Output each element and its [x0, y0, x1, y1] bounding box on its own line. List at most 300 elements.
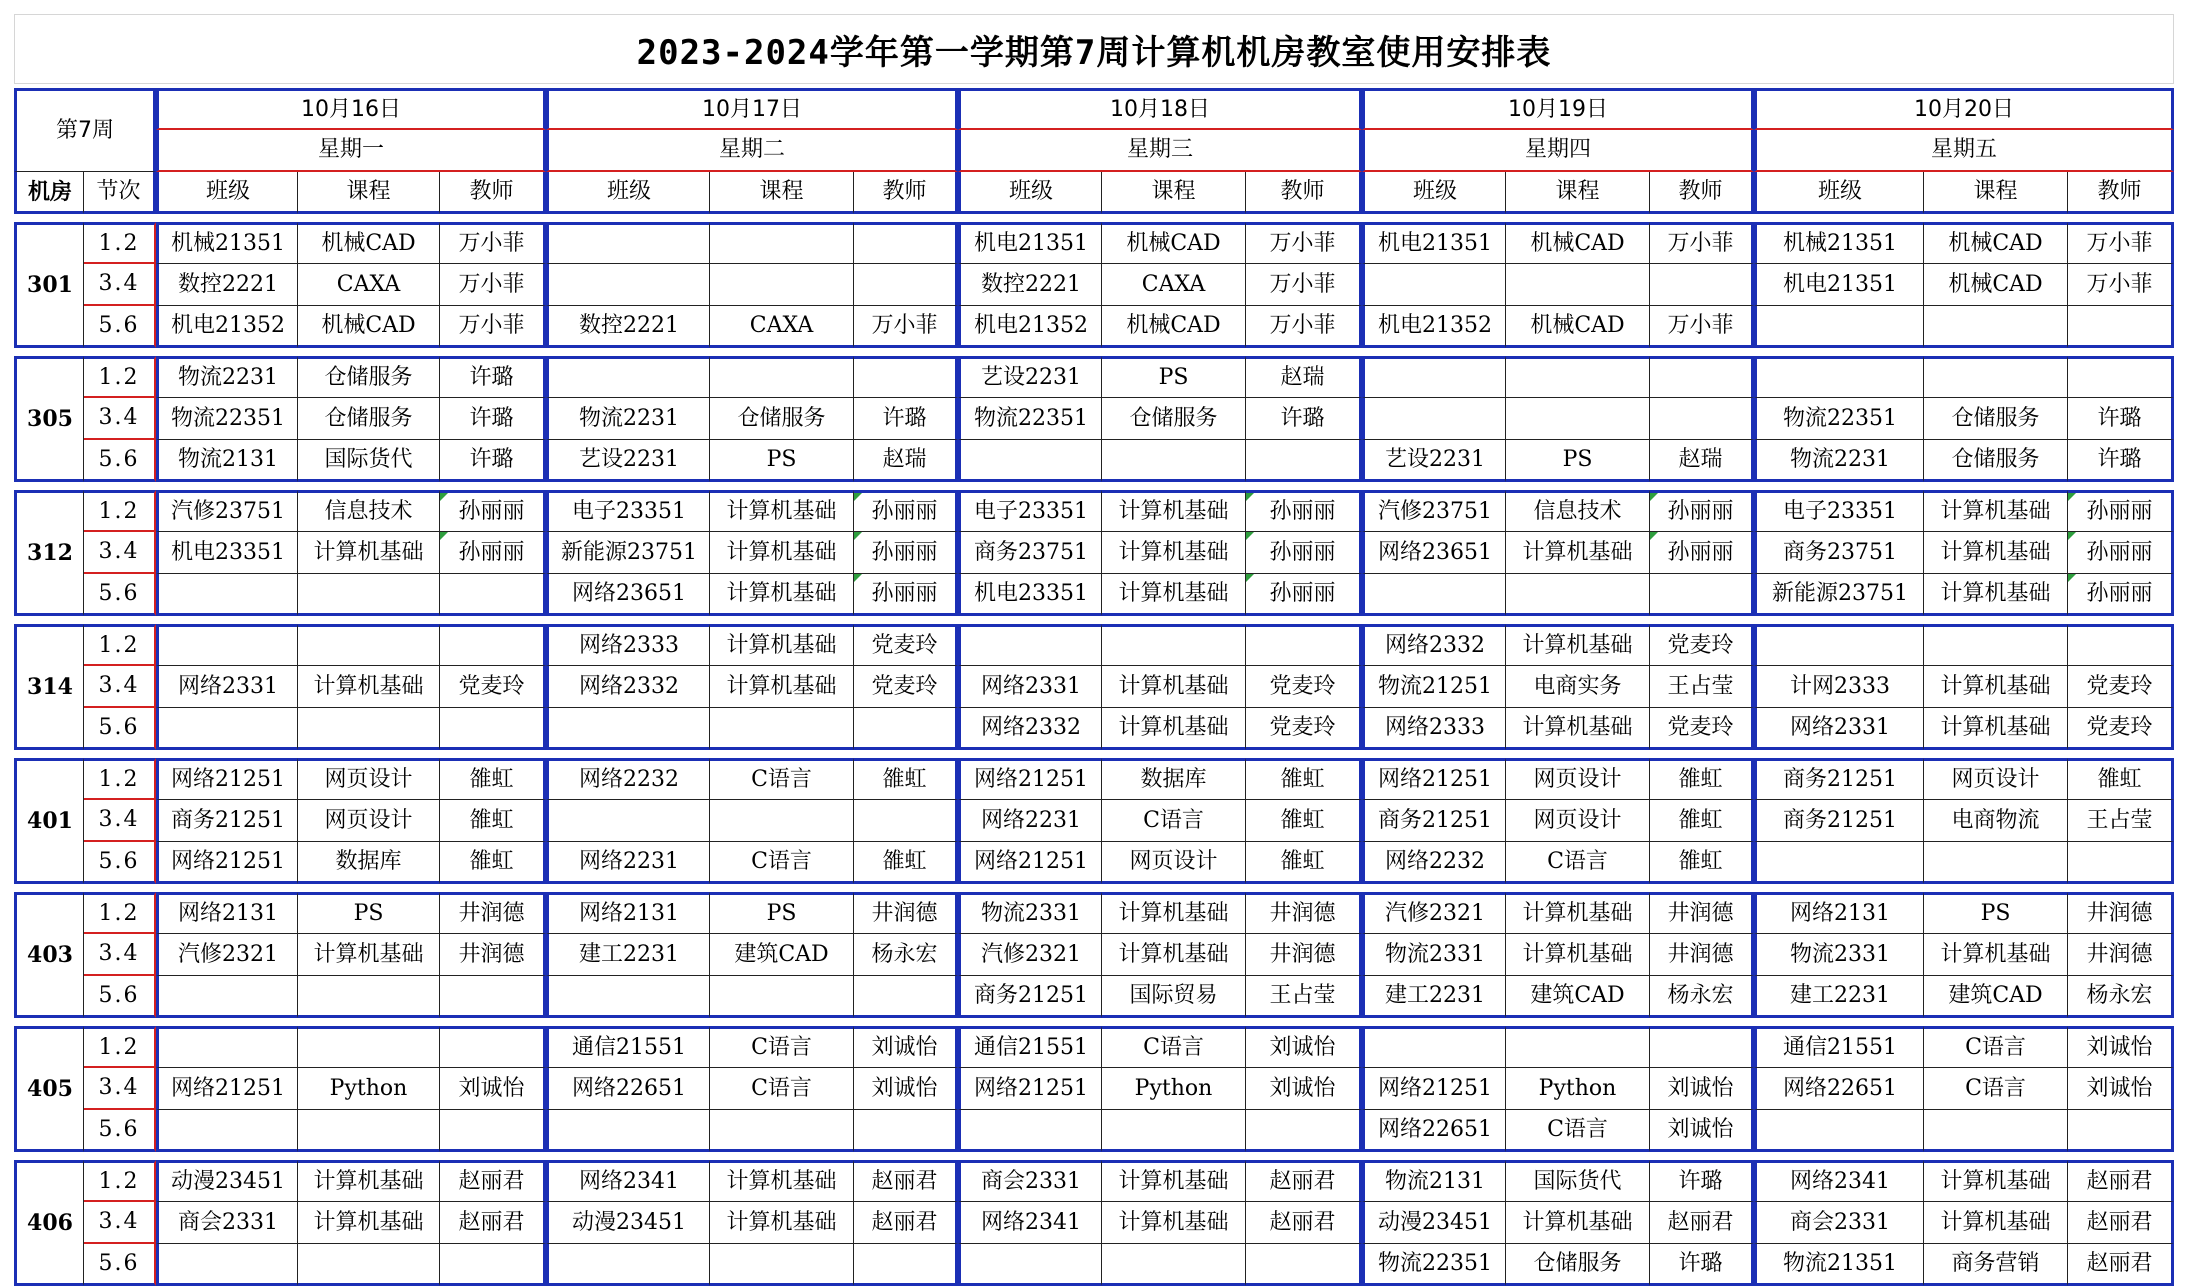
day-weekday: 星期一: [156, 130, 546, 172]
period-label: 1.2: [84, 356, 156, 398]
class-cell: 网络2231: [546, 842, 710, 884]
class-cell: [156, 624, 298, 666]
class-cell: [958, 624, 1102, 666]
course-cell: 计算机基础: [298, 532, 440, 574]
course-cell: [710, 1244, 854, 1286]
page-title: 2023-2024学年第一学期第7周计算机机房教室使用安排表: [14, 14, 2174, 84]
course-cell: 计算机基础: [1102, 490, 1246, 532]
course-cell: C语言: [1506, 1110, 1650, 1152]
course-cell: 计算机基础: [1102, 1202, 1246, 1244]
class-cell: 网络21251: [958, 1068, 1102, 1110]
class-cell: 网络2331: [1754, 708, 1924, 750]
column-header-teacher: 教师: [440, 172, 546, 214]
table-row: [14, 1244, 2174, 1286]
table-row: [14, 574, 2174, 616]
course-cell: [1506, 264, 1650, 306]
course-cell: CAXA: [1102, 264, 1246, 306]
course-cell: 计算机基础: [1506, 1202, 1650, 1244]
class-cell: 建工2231: [546, 934, 710, 976]
class-cell: 网络21251: [156, 842, 298, 884]
class-cell: 网络2232: [1362, 842, 1506, 884]
class-cell: 数控2221: [156, 264, 298, 306]
teacher-cell: [2068, 842, 2174, 884]
class-cell: 网络2333: [1362, 708, 1506, 750]
teacher-cell: 孙丽丽: [1246, 490, 1362, 532]
course-cell: [1506, 356, 1650, 398]
room-spacer: [14, 750, 2174, 758]
teacher-cell: 党麦玲: [854, 624, 958, 666]
course-cell: [298, 574, 440, 616]
class-cell: 网络21251: [1362, 1068, 1506, 1110]
course-cell: PS: [710, 892, 854, 934]
day-date: 10月19日: [1362, 88, 1754, 130]
teacher-cell: 万小菲: [440, 222, 546, 264]
course-cell: [298, 976, 440, 1018]
class-cell: 网络21251: [958, 758, 1102, 800]
class-cell: [546, 976, 710, 1018]
teacher-cell: 孙丽丽: [2068, 574, 2174, 616]
room-spacer: [14, 348, 2174, 356]
class-cell: 网络2231: [958, 800, 1102, 842]
day-weekday: 星期五: [1754, 130, 2174, 172]
course-cell: C语言: [710, 758, 854, 800]
teacher-cell: [1246, 1110, 1362, 1152]
day-date: 10月16日: [156, 88, 546, 130]
class-cell: [1362, 574, 1506, 616]
room-spacer: [14, 1018, 2174, 1026]
teacher-cell: 党麦玲: [1246, 666, 1362, 708]
course-cell: 计算机基础: [1506, 892, 1650, 934]
teacher-cell: 王占莹: [1650, 666, 1754, 708]
column-header-class: 班级: [958, 172, 1102, 214]
column-header-teacher: 教师: [854, 172, 958, 214]
teacher-cell: 许璐: [2068, 440, 2174, 482]
course-cell: [298, 1244, 440, 1286]
course-cell: 机械CAD: [298, 306, 440, 348]
course-cell: [710, 976, 854, 1018]
class-cell: [156, 1026, 298, 1068]
teacher-cell: [1650, 264, 1754, 306]
course-cell: C语言: [1102, 800, 1246, 842]
period-label: 3.4: [84, 264, 156, 306]
course-cell: 网页设计: [1506, 800, 1650, 842]
course-cell: 网页设计: [298, 800, 440, 842]
teacher-cell: 赵丽君: [440, 1160, 546, 1202]
class-cell: 艺设2231: [1362, 440, 1506, 482]
table-row: [14, 356, 2174, 398]
teacher-cell: 雒虹: [1246, 842, 1362, 884]
course-cell: 国际货代: [1506, 1160, 1650, 1202]
spacer-cell: [14, 1152, 2174, 1160]
course-cell: [1102, 624, 1246, 666]
course-cell: 计算机基础: [298, 1160, 440, 1202]
teacher-cell: 刘诚怡: [854, 1068, 958, 1110]
teacher-cell: 赵丽君: [1246, 1202, 1362, 1244]
teacher-cell: 赵丽君: [1650, 1202, 1754, 1244]
course-cell: 计算机基础: [1102, 532, 1246, 574]
course-cell: 仓储服务: [1924, 440, 2068, 482]
header-column-row: [14, 172, 2174, 214]
teacher-cell: 刘诚怡: [2068, 1068, 2174, 1110]
table-row: [14, 398, 2174, 440]
room-spacer: [14, 616, 2174, 624]
day-date: 10月20日: [1754, 88, 2174, 130]
course-cell: 网页设计: [1102, 842, 1246, 884]
table-row: [14, 934, 2174, 976]
teacher-cell: 万小菲: [854, 306, 958, 348]
table-row: [14, 490, 2174, 532]
class-cell: 物流2331: [1754, 934, 1924, 976]
class-cell: 商务23751: [1754, 532, 1924, 574]
table-row: [14, 222, 2174, 264]
class-cell: 通信21551: [546, 1026, 710, 1068]
table-row: [14, 708, 2174, 750]
room-number: 312: [14, 490, 84, 616]
class-cell: 网络2341: [1754, 1160, 1924, 1202]
class-cell: 网络22651: [1754, 1068, 1924, 1110]
course-cell: 电商物流: [1924, 800, 2068, 842]
period-label: 1.2: [84, 490, 156, 532]
course-cell: 计算机基础: [710, 1160, 854, 1202]
class-cell: 新能源23751: [1754, 574, 1924, 616]
table-row: [14, 1026, 2174, 1068]
column-header-course: 课程: [298, 172, 440, 214]
course-cell: PS: [1102, 356, 1246, 398]
class-cell: 网络2131: [546, 892, 710, 934]
table-row: [14, 666, 2174, 708]
teacher-cell: 万小菲: [1650, 222, 1754, 264]
teacher-cell: 孙丽丽: [440, 490, 546, 532]
course-cell: 建筑CAD: [1506, 976, 1650, 1018]
teacher-cell: 许璐: [440, 440, 546, 482]
course-cell: 计算机基础: [710, 1202, 854, 1244]
table-row: [14, 1160, 2174, 1202]
course-cell: [1506, 574, 1650, 616]
class-cell: 网络22651: [1362, 1110, 1506, 1152]
class-cell: 物流22351: [1362, 1244, 1506, 1286]
class-cell: 汽修23751: [1362, 490, 1506, 532]
teacher-cell: 刘诚怡: [2068, 1026, 2174, 1068]
period-label: 5.6: [84, 440, 156, 482]
course-cell: 计算机基础: [1924, 574, 2068, 616]
column-header-teacher: 教师: [1650, 172, 1754, 214]
class-cell: [958, 1110, 1102, 1152]
course-cell: 仓储服务: [710, 398, 854, 440]
teacher-cell: 赵瑞: [1650, 440, 1754, 482]
teacher-cell: 党麦玲: [2068, 666, 2174, 708]
teacher-cell: 井润德: [1650, 934, 1754, 976]
class-cell: 网络23651: [1362, 532, 1506, 574]
period-label: 1.2: [84, 222, 156, 264]
teacher-cell: 党麦玲: [1246, 708, 1362, 750]
room-number: 305: [14, 356, 84, 482]
room-spacer: [14, 214, 2174, 222]
course-cell: 计算机基础: [710, 490, 854, 532]
course-cell: [298, 1026, 440, 1068]
period-label: 5.6: [84, 842, 156, 884]
period-label: 3.4: [84, 532, 156, 574]
teacher-cell: 井润德: [440, 934, 546, 976]
teacher-cell: 井润德: [854, 892, 958, 934]
teacher-cell: 万小菲: [1246, 264, 1362, 306]
course-cell: [298, 1110, 440, 1152]
class-cell: 物流2131: [1362, 1160, 1506, 1202]
spacer-cell: [14, 348, 2174, 356]
course-cell: 机械CAD: [1506, 306, 1650, 348]
spacer-cell: [14, 616, 2174, 624]
room-number: 403: [14, 892, 84, 1018]
class-cell: 艺设2231: [546, 440, 710, 482]
course-cell: C语言: [710, 1068, 854, 1110]
teacher-cell: 孙丽丽: [1246, 532, 1362, 574]
class-cell: 物流21351: [1754, 1244, 1924, 1286]
class-cell: 机械21351: [1754, 222, 1924, 264]
course-cell: 计算机基础: [298, 934, 440, 976]
column-header-course: 课程: [1506, 172, 1650, 214]
teacher-cell: 万小菲: [2068, 264, 2174, 306]
class-cell: 网络21251: [958, 842, 1102, 884]
class-cell: 数控2221: [546, 306, 710, 348]
class-cell: 网络2332: [546, 666, 710, 708]
course-cell: 机械CAD: [1924, 264, 2068, 306]
class-cell: [1754, 1110, 1924, 1152]
schedule-table: [14, 88, 2174, 1286]
header-weekday-row: [14, 130, 2174, 172]
course-cell: [1924, 842, 2068, 884]
teacher-cell: 赵丽君: [1246, 1160, 1362, 1202]
teacher-cell: 雒虹: [854, 842, 958, 884]
table-row: [14, 758, 2174, 800]
teacher-cell: [854, 708, 958, 750]
course-cell: PS: [710, 440, 854, 482]
teacher-cell: [854, 1244, 958, 1286]
teacher-cell: [2068, 356, 2174, 398]
course-cell: 网页设计: [1506, 758, 1650, 800]
teacher-cell: 雒虹: [854, 758, 958, 800]
course-cell: 计算机基础: [1102, 708, 1246, 750]
class-cell: 汽修2321: [958, 934, 1102, 976]
course-cell: 机械CAD: [1102, 306, 1246, 348]
class-cell: 机电23351: [156, 532, 298, 574]
teacher-cell: [1246, 1244, 1362, 1286]
teacher-cell: [440, 1244, 546, 1286]
class-cell: 计网2333: [1754, 666, 1924, 708]
column-header-class: 班级: [546, 172, 710, 214]
teacher-cell: 井润德: [2068, 934, 2174, 976]
course-cell: [298, 624, 440, 666]
teacher-cell: 杨永宏: [1650, 976, 1754, 1018]
teacher-cell: [1650, 356, 1754, 398]
class-cell: [1362, 398, 1506, 440]
teacher-cell: 孙丽丽: [2068, 532, 2174, 574]
teacher-cell: [854, 264, 958, 306]
teacher-cell: 万小菲: [1246, 306, 1362, 348]
teacher-cell: 井润德: [440, 892, 546, 934]
class-cell: 汽修2321: [1362, 892, 1506, 934]
course-cell: 计算机基础: [1506, 934, 1650, 976]
class-cell: 物流22351: [958, 398, 1102, 440]
day-weekday: 星期四: [1362, 130, 1754, 172]
class-cell: 网络2333: [546, 624, 710, 666]
course-cell: 仓储服务: [1924, 398, 2068, 440]
teacher-cell: 雒虹: [1246, 800, 1362, 842]
week-label: 第7周: [14, 88, 156, 172]
period-label: 5.6: [84, 708, 156, 750]
class-cell: 机电21351: [1754, 264, 1924, 306]
period-label: 1.2: [84, 758, 156, 800]
teacher-cell: 刘诚怡: [1246, 1026, 1362, 1068]
course-cell: 电商实务: [1506, 666, 1650, 708]
teacher-cell: 雒虹: [2068, 758, 2174, 800]
teacher-cell: [440, 708, 546, 750]
course-cell: [710, 222, 854, 264]
column-header-class: 班级: [1754, 172, 1924, 214]
table-row: [14, 842, 2174, 884]
teacher-cell: [440, 624, 546, 666]
course-cell: 计算机基础: [710, 574, 854, 616]
class-cell: 物流2331: [958, 892, 1102, 934]
teacher-cell: 许璐: [2068, 398, 2174, 440]
teacher-cell: 杨永宏: [854, 934, 958, 976]
course-cell: Python: [1506, 1068, 1650, 1110]
course-cell: 计算机基础: [1924, 934, 2068, 976]
class-cell: 机电21351: [1362, 222, 1506, 264]
course-cell: 计算机基础: [1102, 934, 1246, 976]
class-cell: [546, 800, 710, 842]
class-cell: 动漫23451: [1362, 1202, 1506, 1244]
day-date: 10月17日: [546, 88, 958, 130]
teacher-cell: 刘诚怡: [440, 1068, 546, 1110]
course-cell: 仓储服务: [298, 398, 440, 440]
table-row: [14, 306, 2174, 348]
class-cell: 网络2331: [156, 666, 298, 708]
course-cell: 机械CAD: [1102, 222, 1246, 264]
room-spacer: [14, 1152, 2174, 1160]
period-label: 3.4: [84, 666, 156, 708]
table-row: [14, 532, 2174, 574]
course-cell: 网页设计: [1924, 758, 2068, 800]
class-cell: 机电21351: [958, 222, 1102, 264]
teacher-cell: 王占莹: [1246, 976, 1362, 1018]
course-cell: [1924, 356, 2068, 398]
course-cell: 仓储服务: [1102, 398, 1246, 440]
spacer-cell: [14, 750, 2174, 758]
course-cell: [710, 708, 854, 750]
class-cell: [156, 976, 298, 1018]
course-cell: 计算机基础: [1924, 490, 2068, 532]
class-cell: [156, 574, 298, 616]
teacher-cell: 许璐: [854, 398, 958, 440]
table-row: [14, 440, 2174, 482]
teacher-cell: 孙丽丽: [440, 532, 546, 574]
room-spacer: [14, 482, 2174, 490]
course-cell: Python: [298, 1068, 440, 1110]
class-cell: 汽修23751: [156, 490, 298, 532]
course-cell: 计算机基础: [1506, 532, 1650, 574]
teacher-cell: 孙丽丽: [1246, 574, 1362, 616]
course-cell: C语言: [710, 1026, 854, 1068]
class-cell: 商务23751: [958, 532, 1102, 574]
period-label: 1.2: [84, 1160, 156, 1202]
class-cell: 机械21351: [156, 222, 298, 264]
course-cell: [1506, 398, 1650, 440]
period-label: 3.4: [84, 1202, 156, 1244]
course-cell: PS: [1506, 440, 1650, 482]
column-header-class: 班级: [1362, 172, 1506, 214]
course-cell: PS: [1924, 892, 2068, 934]
class-cell: 网络23651: [546, 574, 710, 616]
class-cell: 物流22351: [1754, 398, 1924, 440]
course-cell: CAXA: [298, 264, 440, 306]
class-cell: 新能源23751: [546, 532, 710, 574]
course-cell: 网页设计: [298, 758, 440, 800]
period-label: 5.6: [84, 306, 156, 348]
teacher-cell: 万小菲: [2068, 222, 2174, 264]
course-cell: 国际贸易: [1102, 976, 1246, 1018]
teacher-cell: 井润德: [2068, 892, 2174, 934]
course-cell: C语言: [710, 842, 854, 884]
teacher-cell: 雒虹: [1650, 800, 1754, 842]
teacher-cell: 雒虹: [1650, 842, 1754, 884]
day-date: 10月18日: [958, 88, 1362, 130]
teacher-cell: 雒虹: [440, 842, 546, 884]
teacher-cell: 党麦玲: [440, 666, 546, 708]
teacher-cell: 万小菲: [440, 264, 546, 306]
class-cell: 机电23351: [958, 574, 1102, 616]
schedule-table-container: [14, 88, 2174, 1286]
spacer-cell: [14, 214, 2174, 222]
teacher-cell: [440, 574, 546, 616]
course-cell: 计算机基础: [1102, 574, 1246, 616]
class-cell: 物流2231: [156, 356, 298, 398]
teacher-cell: [2068, 306, 2174, 348]
period-label: 5.6: [84, 1244, 156, 1286]
class-cell: 电子23351: [958, 490, 1102, 532]
class-cell: [546, 356, 710, 398]
course-cell: [710, 264, 854, 306]
course-cell: CAXA: [710, 306, 854, 348]
room-header: 机房: [14, 172, 84, 214]
course-cell: C语言: [1924, 1026, 2068, 1068]
column-header-teacher: 教师: [2068, 172, 2174, 214]
class-cell: 通信21551: [1754, 1026, 1924, 1068]
teacher-cell: 许璐: [440, 356, 546, 398]
teacher-cell: 孙丽丽: [854, 490, 958, 532]
teacher-cell: 赵丽君: [854, 1202, 958, 1244]
course-cell: [1102, 440, 1246, 482]
teacher-cell: 井润德: [1246, 892, 1362, 934]
period-label: 5.6: [84, 574, 156, 616]
class-cell: [546, 708, 710, 750]
room-number: 314: [14, 624, 84, 750]
class-cell: [546, 222, 710, 264]
teacher-cell: 万小菲: [1246, 222, 1362, 264]
class-cell: 网络2131: [1754, 892, 1924, 934]
teacher-cell: 雒虹: [440, 758, 546, 800]
table-row: [14, 1068, 2174, 1110]
course-cell: [1924, 306, 2068, 348]
class-cell: 网络21251: [156, 1068, 298, 1110]
class-cell: 数控2221: [958, 264, 1102, 306]
course-cell: 仓储服务: [1506, 1244, 1650, 1286]
teacher-cell: 雒虹: [440, 800, 546, 842]
course-cell: 计算机基础: [1506, 624, 1650, 666]
class-cell: 商务21251: [958, 976, 1102, 1018]
course-cell: 计算机基础: [1102, 666, 1246, 708]
class-cell: 机电21352: [1362, 306, 1506, 348]
teacher-cell: 赵丽君: [2068, 1244, 2174, 1286]
period-label: 3.4: [84, 800, 156, 842]
